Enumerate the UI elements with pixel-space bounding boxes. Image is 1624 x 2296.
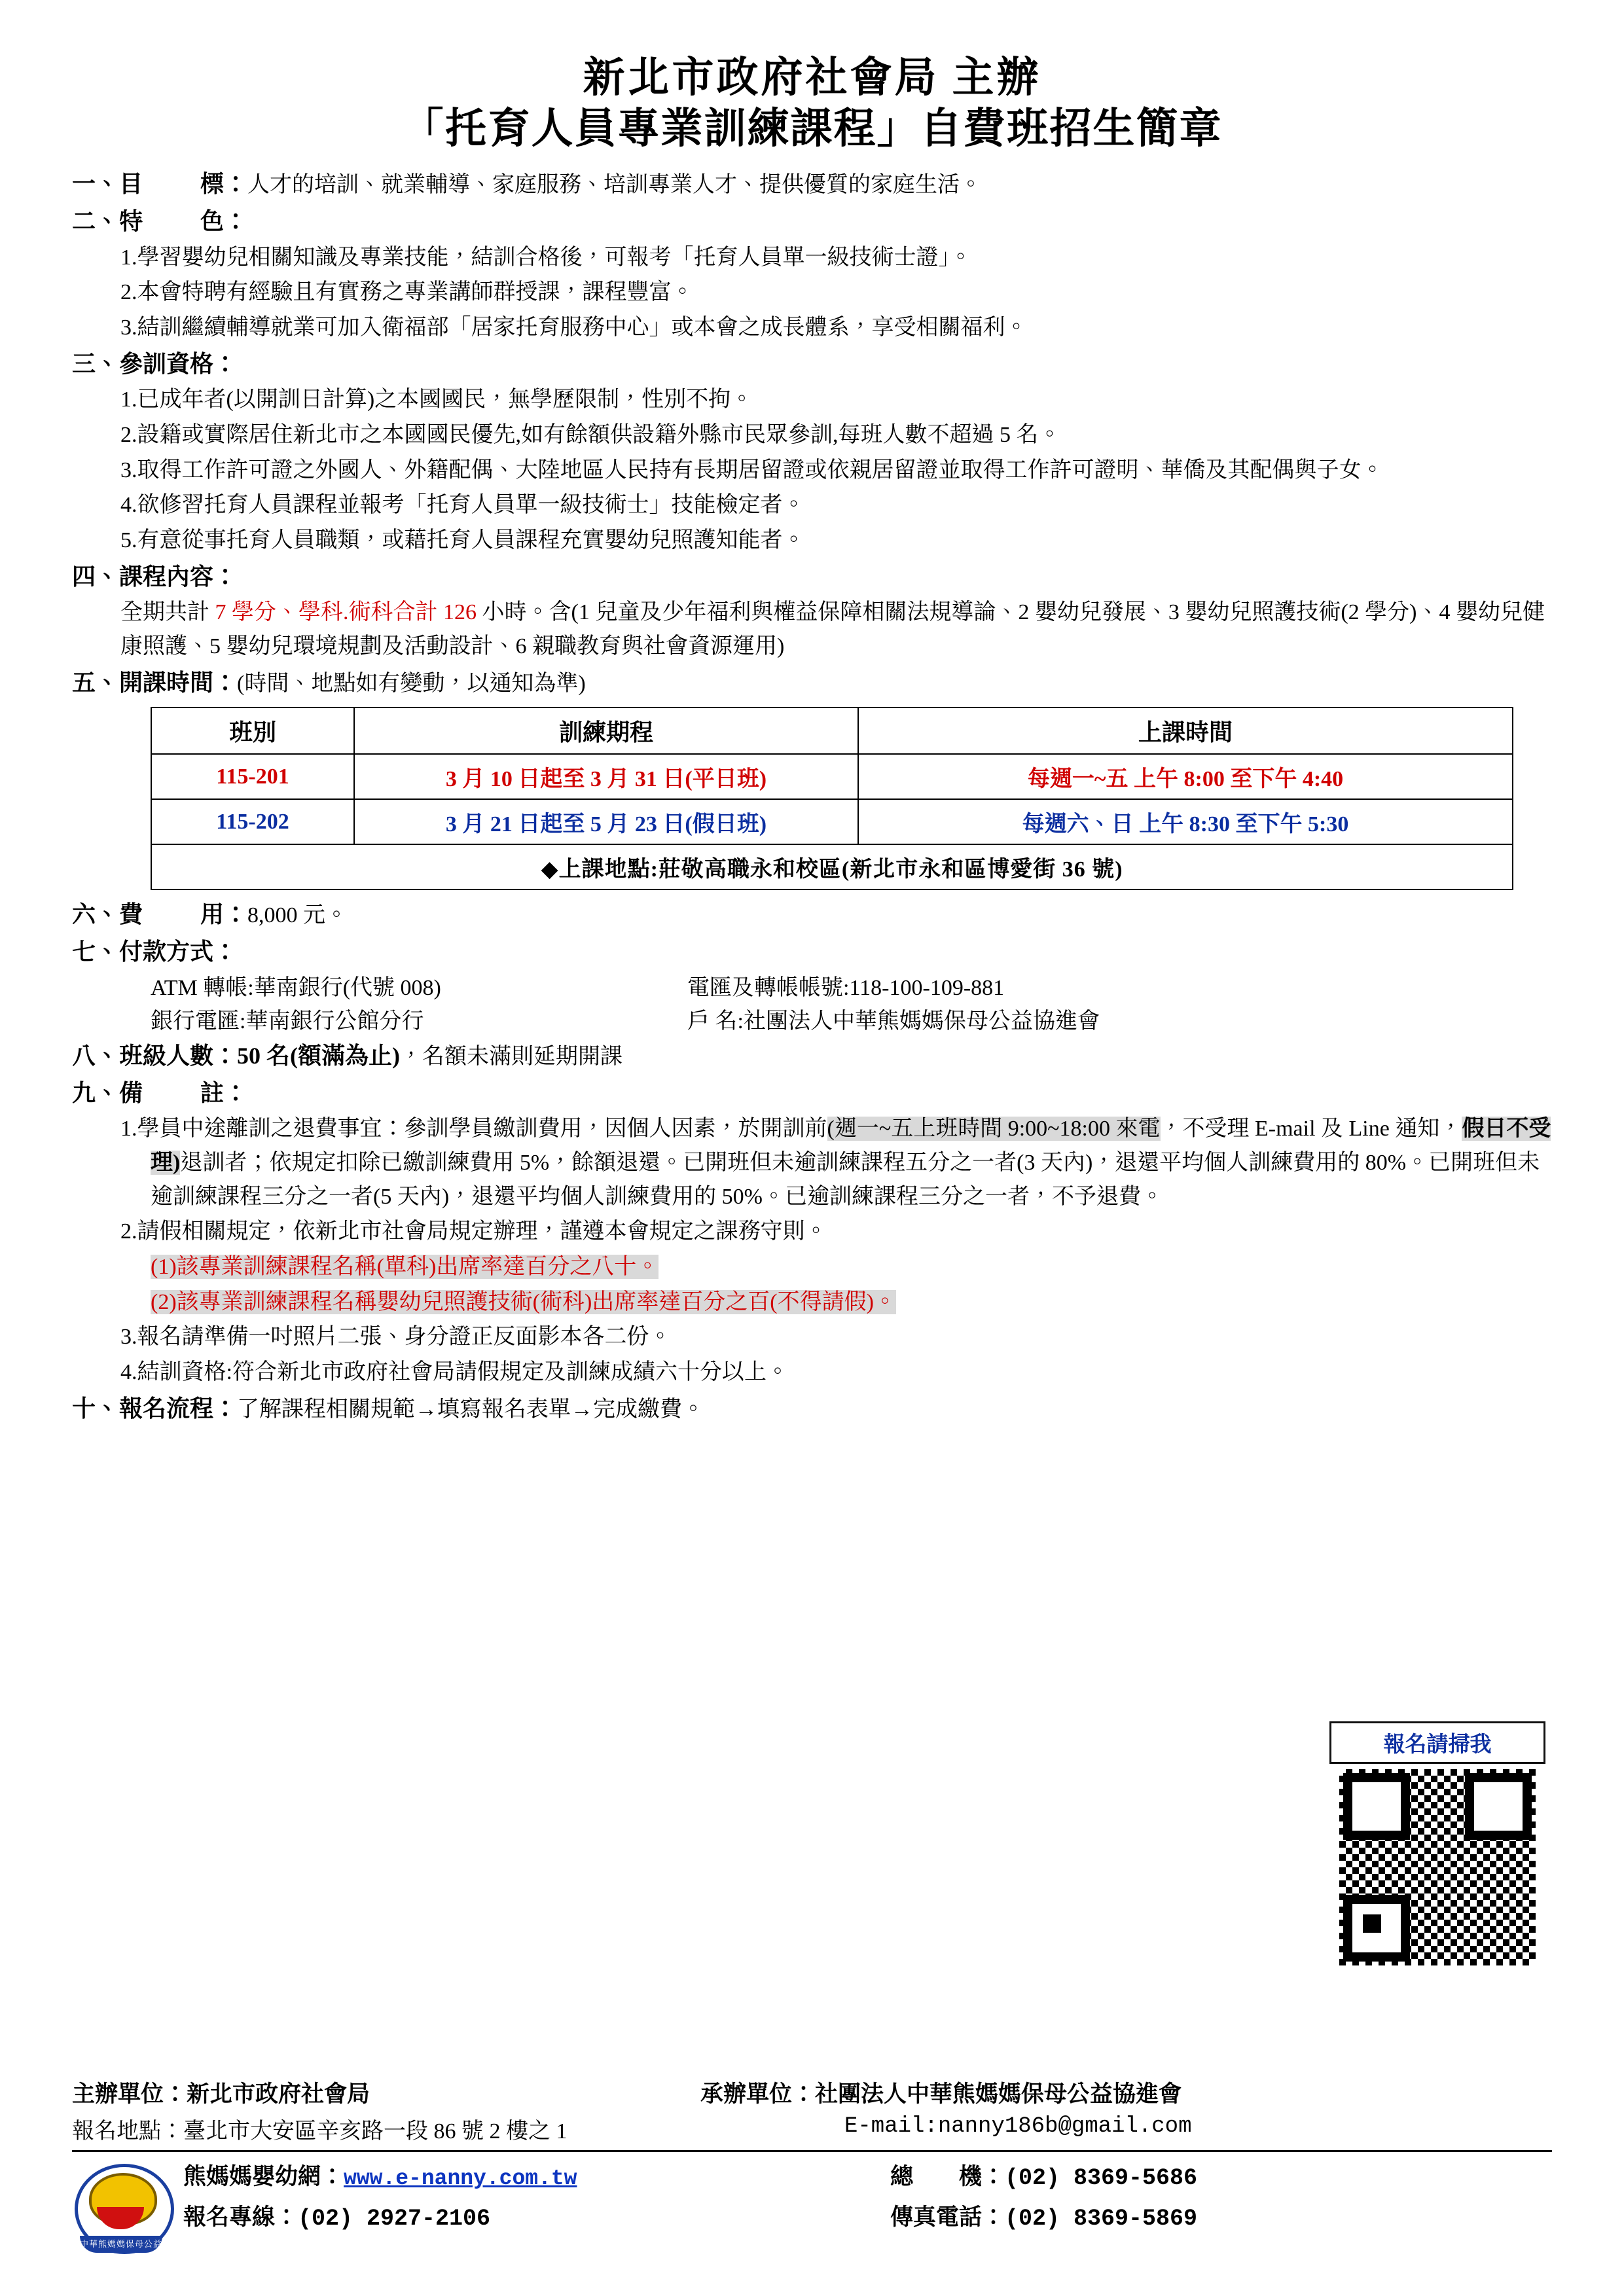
contact-row-2 <box>183 2199 1552 2232</box>
website-block <box>183 2159 890 2191</box>
section-features-label: 色 <box>200 207 225 234</box>
section-features-head <box>72 204 1552 240</box>
col-header-time: 上課時間 <box>858 708 1513 754</box>
section-goal-num: 一、目 <box>72 171 143 198</box>
row1-period: 3 月 10 日起至 3 月 31 日(平日班) <box>354 754 858 799</box>
section-goal-text: 人才的培訓、就業輔導、家庭服務、培訓專業人才、提供優質的家庭生活。 <box>247 173 983 198</box>
address-label: 報名地點： <box>72 2119 183 2144</box>
table-venue-row <box>151 844 1513 889</box>
curriculum-pre: 全期共計 <box>120 600 215 625</box>
feature-item-2: 2.本會特聘有經驗且有實務之專業講師群授課，課程豐富。 <box>120 280 694 305</box>
section-goal <box>72 166 1552 202</box>
contact-lines <box>183 2159 1552 2240</box>
website-link[interactable]: www.e-nanny.com.tw <box>344 2166 577 2191</box>
hotline-block <box>183 2199 890 2232</box>
note-item-3: 3.報名請準備一吋照片二張、身分證正反面影本各二份。 <box>120 1325 672 1350</box>
note1-post: 退訓者；依規定扣除已繳訓練費用 5%，餘額退還。已開班但未逾訓練課程五分之一者(3 天內)，退還平均個人訓練費用的 80%。已開班但未逾訓練課程三分之一者(5 天內)，退還平均個人訓練費用的 50%。已逾訓練課程三分之一者，不予退費。 <box>151 1151 1540 1209</box>
schedule-head-note: (時間、地點如有變動，以通知為準) <box>237 671 586 696</box>
note1-highlight-2: 假日不受理) <box>151 1117 1551 1175</box>
qr-block <box>1329 1721 1545 1965</box>
payment-account: 電匯及轉帳帳號:118-100-109-881 <box>687 975 1005 1000</box>
section-notes-head <box>72 1075 1552 1111</box>
section-goal-colon: ： <box>224 171 248 198</box>
section-features-num: 二、特 <box>72 207 143 234</box>
payment-holder: 戶 名:社團法人中華熊媽媽保母公益協進會 <box>687 1009 1100 1033</box>
section-eligibility-head: 三、參訓資格： <box>72 350 238 377</box>
process-head: 十、報名流程： <box>72 1395 238 1422</box>
hotline-label: 報名專線： <box>183 2204 298 2230</box>
footer-email <box>844 2113 1192 2145</box>
row1-time: 每週一~五 上午 8:00 至下午 4:40 <box>858 754 1513 799</box>
row2-period: 3 月 21 日起至 5 月 23 日(假日班) <box>354 799 858 844</box>
schedule-head-label: 五、開課時間： <box>72 669 238 696</box>
payment-bank: 銀行電匯:華南銀行公館分行 <box>151 1009 424 1033</box>
executor-name: 社團法人中華熊媽媽保母公益協進會 <box>815 2081 1182 2107</box>
contact-row-1 <box>183 2159 1552 2191</box>
table-row <box>151 754 1513 799</box>
note2-sub1-text: (1)該專業訓練課程名稱(單科)出席率達百分之八十。 <box>151 1255 659 1280</box>
fee-colon: ： <box>224 901 248 928</box>
notes-num: 九、備 <box>72 1079 143 1106</box>
eligibility-item-5: 5.有意從事托育人員職類，或藉托育人員課程充實嬰幼兒照護知能者。 <box>120 528 805 553</box>
fax-label: 傳真電話： <box>890 2204 1005 2230</box>
payment-atm: ATM 轉帳:華南銀行(代號 008) <box>151 975 441 1000</box>
fee-label: 用 <box>200 901 225 928</box>
email-label: E-mail: <box>844 2114 938 2139</box>
section-goal-label: 標 <box>200 171 225 198</box>
row2-time: 每週六、日 上午 8:30 至下午 5:30 <box>858 799 1513 844</box>
switchboard-number: (02) 8369-5686 <box>1005 2165 1198 2191</box>
footer-contact-grid <box>72 2159 1552 2266</box>
fax-number: (02) 8369-5869 <box>1005 2206 1198 2232</box>
title-line-2: 「托育人員專業訓練課程」自費班招生簡章 <box>401 105 1223 152</box>
note-item-2: 2.請假相關規定，依新北市社會局規定辦理，謹遵本會規定之課務守則。 <box>120 1219 827 1244</box>
note-item-1 <box>72 1112 1552 1213</box>
fee-head <box>72 901 247 927</box>
note-item-4: 4.結訓資格:符合新北市政府社會局請假規定及訓練成績六十分以上。 <box>120 1360 789 1385</box>
notes-colon: ： <box>224 1079 248 1106</box>
class-size-strong: 50 名(額滿為止) <box>237 1042 400 1069</box>
note1-mid: ，不受理 E-mail 及 Line 通知， <box>1160 1117 1462 1141</box>
website-label: 熊媽媽嬰幼網： <box>183 2164 344 2189</box>
section-curriculum-head: 四、課程內容： <box>72 563 238 590</box>
section-class-size <box>72 1038 1552 1074</box>
eligibility-item-4: 4.欲修習托育人員課程並報考「托育人員單一級技術士」技能檢定者。 <box>120 493 805 518</box>
qr-label: 報名請掃我 <box>1329 1721 1545 1764</box>
payment-row-1 <box>72 971 1552 1005</box>
switchboard-block <box>890 2159 1552 2191</box>
feature-item-3: 3.結訓繼續輔導就業可加入衛福部「居家托育服務中心」或本會之成長體系，享受相關福利。 <box>120 315 1028 340</box>
footer-organizations <box>72 2076 1552 2109</box>
association-logo <box>72 2159 170 2266</box>
venue-text: ◆上課地點:莊敬高職永和校區(新北市永和區博愛街 36 號) <box>151 844 1513 889</box>
note2-sub2-text: (2)該專業訓練課程名稱嬰幼兒照護技術(術科)出席率達百分之百(不得請假)。 <box>151 1289 896 1314</box>
note1-pre: 1.學員中途離訓之退費事宜：參訓學員繳訓費用，因個人因素，於開訓前 <box>120 1117 827 1141</box>
footer-address-row <box>72 2113 1552 2145</box>
note-item-2-sub-2 <box>72 1285 1552 1319</box>
row1-class-no: 115-201 <box>151 754 354 799</box>
col-header-period: 訓練期程 <box>354 708 858 754</box>
class-size-rest: ，名額未滿則延期開課 <box>400 1044 623 1069</box>
footer-divider <box>72 2150 1552 2152</box>
eligibility-item-2: 2.設籍或實際居住新北市之本國國民優先,如有餘額供設籍外縣市民眾參訓,每班人數不超過 5 名。 <box>120 423 1061 447</box>
footer-executor <box>700 2076 1182 2109</box>
class-size-head: 八、班級人數： <box>72 1042 238 1069</box>
document-title <box>72 52 1552 154</box>
address-value: 臺北市大安區辛亥路一段 86 號 2 樓之 1 <box>183 2119 568 2144</box>
note-item-2-sub-1 <box>72 1250 1552 1284</box>
section-features-colon: ： <box>224 207 248 234</box>
table-row <box>151 799 1513 844</box>
footer-address <box>72 2113 844 2145</box>
logo-band: 中華熊媽媽保母公益協進會 <box>80 2236 162 2253</box>
schedule-table-wrap <box>151 707 1552 890</box>
section-process <box>72 1391 1552 1427</box>
qr-eye-icon <box>1343 1895 1410 1962</box>
schedule-table <box>151 707 1513 890</box>
table-header-row <box>151 708 1513 754</box>
executor-label: 承辦單位： <box>700 2081 816 2107</box>
curriculum-credits: 7 學分、學科.術科 <box>215 600 393 625</box>
curriculum-hours: 合計 126 <box>393 600 482 625</box>
feature-item-1: 1.學習嬰幼兒相關知識及專業技能，結訓合格後，可報考「托育人員單一級技術士證」。 <box>120 245 972 270</box>
fax-block <box>890 2199 1552 2232</box>
email-value[interactable]: nanny186b@gmail.com <box>937 2114 1192 2139</box>
eligibility-item-1: 1.已成年者(以開訓日計算)之本國國民，無學歷限制，性別不拘。 <box>120 387 753 412</box>
section-fee <box>72 897 1552 933</box>
section-payment-head: 七、付款方式： <box>72 939 238 965</box>
document-footer <box>72 2076 1552 2266</box>
organizer-name: 新北市政府社會局 <box>187 2081 370 2107</box>
curriculum-body <box>72 596 1552 663</box>
eligibility-item-3: 3.取得工作許可證之外國人、外籍配偶、大陸地區人民持有長期居留證或依親居留證並取得工作許可證明、華僑及其配偶與子女。 <box>120 457 1384 482</box>
footer-organizer <box>72 2076 700 2109</box>
payment-row-2 <box>72 1005 1552 1038</box>
curriculum-post: 小時。含(1 兒童及少年福利與權益保障相關法規導論、2 嬰幼兒發展、3 嬰幼兒照護技術(2 學分)、4 嬰幼兒健康照護、5 嬰幼兒環境規劃及活動設計、6 親職教育與社會資源運用) <box>120 600 1545 659</box>
fee-num: 六、費 <box>72 901 143 928</box>
hotline-number: (02) 2927-2106 <box>298 2206 491 2232</box>
section-schedule-head <box>72 665 1552 701</box>
note1-highlight-1: (週一~五上班時間 9:00~18:00 來電 <box>827 1117 1161 1141</box>
row2-class-no: 115-202 <box>151 799 354 844</box>
notes-label: 註 <box>200 1079 225 1106</box>
organizer-label: 主辦單位： <box>72 2081 187 2107</box>
qr-code-image[interactable] <box>1339 1769 1536 1965</box>
switchboard-label: 總 機： <box>890 2164 1005 2189</box>
col-header-class: 班別 <box>151 708 354 754</box>
process-text: 了解課程相關規範→填寫報名表單→完成繳費。 <box>237 1397 705 1422</box>
section-goal-head <box>72 171 247 197</box>
fee-amount: 8,000 元。 <box>247 903 348 928</box>
title-line-1: 新北市政府社會局 主辦 <box>583 54 1041 101</box>
